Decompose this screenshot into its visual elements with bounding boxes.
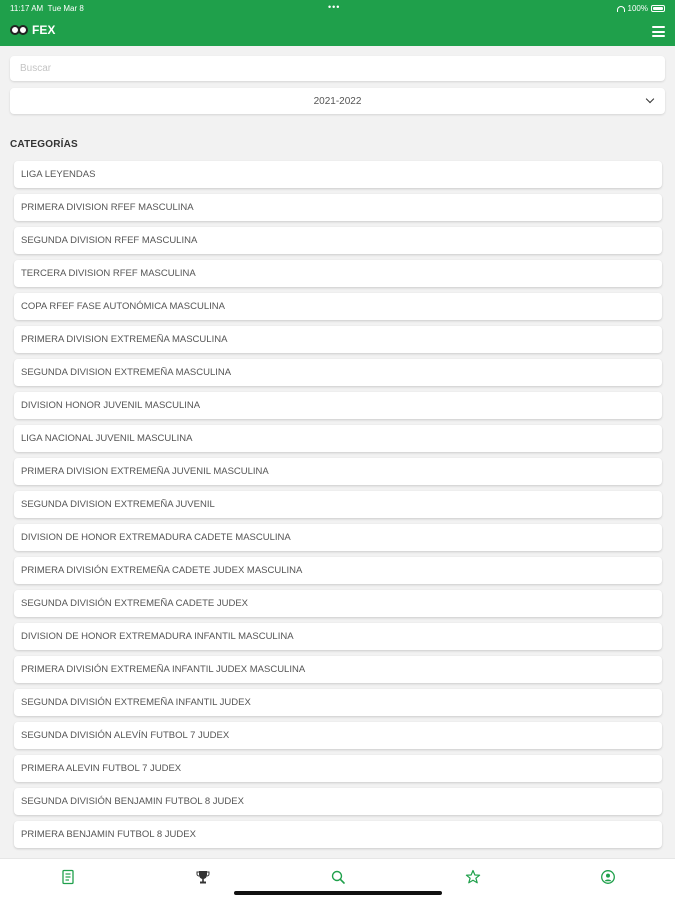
season-selected-value: 2021-2022 [313,96,362,107]
logo-text: FEX [32,23,56,37]
search-input[interactable] [10,56,665,81]
category-item[interactable]: DIVISION DE HONOR EXTREMADURA INFANTIL MASCULINA [14,623,662,650]
status-date: Tue Mar 8 [47,4,84,13]
battery-icon [651,5,665,12]
app-bar [0,16,675,46]
category-item[interactable]: SEGUNDA DIVISIÓN EXTREMEÑA CADETE JUDEX [14,590,662,617]
category-list [14,161,662,854]
category-item[interactable]: SEGUNDA DIVISIÓN ALEVÍN FUTBOL 7 JUDEX [14,722,662,749]
tab-profile[interactable] [588,859,628,895]
tab-news[interactable] [48,859,88,895]
season-select[interactable] [10,88,665,114]
status-time: 11:17 AM [10,4,44,13]
newspaper-icon [60,869,76,885]
star-icon [465,869,481,885]
category-item[interactable]: PRIMERA DIVISIÓN EXTREMEÑA CADETE JUDEX MASCULINA [14,557,662,584]
status-bar [0,0,675,16]
category-item[interactable]: LIGA NACIONAL JUVENIL MASCULINA [14,425,662,452]
category-item[interactable]: PRIMERA ALEVIN FUTBOL 7 JUDEX [14,755,662,782]
hamburger-menu-icon[interactable] [652,26,665,37]
tab-search[interactable] [318,859,358,895]
trophy-icon [195,869,211,885]
category-item[interactable]: SEGUNDA DIVISIÓN BENJAMIN FUTBOL 8 JUDEX [14,788,662,815]
status-indicators [617,4,665,13]
multitasking-dots[interactable]: ••• [328,2,341,12]
category-item[interactable]: COPA RFEF FASE AUTONÓMICA MASCULINA [14,293,662,320]
section-title: CATEGORÍAS [10,139,78,150]
category-item[interactable]: PRIMERA DIVISION RFEF MASCULINA [14,194,662,221]
search-icon [330,869,346,885]
category-item[interactable]: SEGUNDA DIVISIÓN EXTREMEÑA INFANTIL JUDEX [14,689,662,716]
user-icon [600,869,616,885]
category-item[interactable]: PRIMERA DIVISIÓN EXTREMEÑA INFANTIL JUDEX MASCULINA [14,656,662,683]
app-logo [10,23,55,37]
category-item[interactable]: SEGUNDA DIVISION EXTREMEÑA MASCULINA [14,359,662,386]
category-item[interactable]: TERCERA DIVISION RFEF MASCULINA [14,260,662,287]
category-item[interactable]: DIVISION HONOR JUVENIL MASCULINA [14,392,662,419]
category-item[interactable]: DIVISION DE HONOR EXTREMADURA CADETE MASCULINA [14,524,662,551]
soccer-ball-logo-icon [10,23,28,37]
category-item[interactable]: LIGA LEYENDAS [14,161,662,188]
wifi-icon [617,6,625,12]
category-item[interactable]: PRIMERA DIVISION EXTREMEÑA MASCULINA [14,326,662,353]
category-item[interactable]: SEGUNDA DIVISION RFEF MASCULINA [14,227,662,254]
category-item[interactable]: PRIMERA DIVISION EXTREMEÑA JUVENIL MASCULINA [14,458,662,485]
tab-competitions[interactable] [183,859,223,895]
category-item[interactable]: PRIMERA BENJAMIN FUTBOL 8 JUDEX [14,821,662,848]
battery-percent: 100% [627,4,648,13]
tab-favorites[interactable] [453,859,493,895]
status-time-date [10,4,84,13]
home-indicator[interactable] [234,891,442,895]
category-item[interactable]: SEGUNDA DIVISION EXTREMEÑA JUVENIL [14,491,662,518]
